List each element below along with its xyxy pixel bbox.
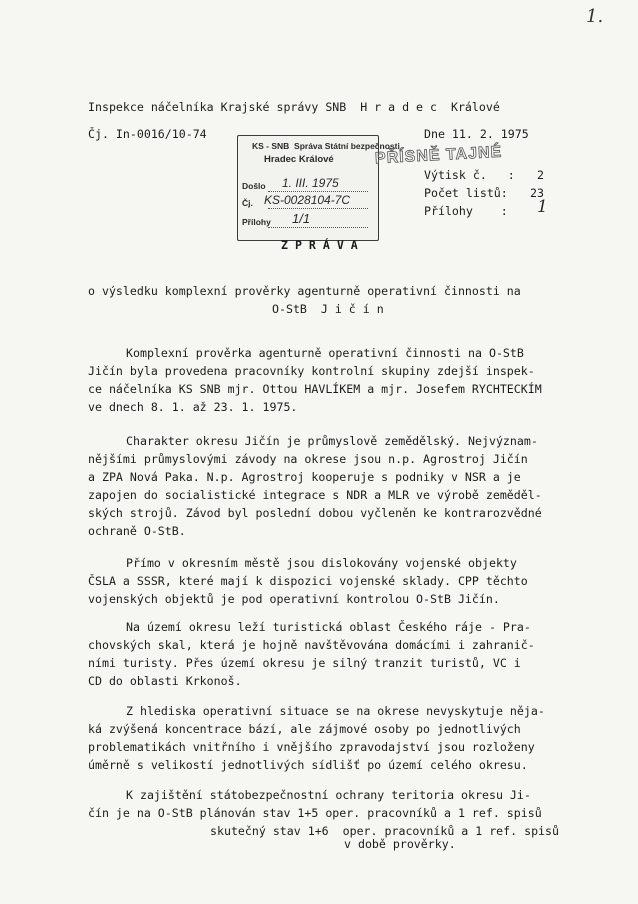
stamp-received-label: Došlo — [242, 181, 266, 191]
paragraph-4-line: Na území okresu leží turistická oblast Českého ráje - Pra- — [126, 620, 531, 634]
stamp-attachments-label: Přílohy — [242, 217, 271, 227]
copy-number-label: Výtisk č. : — [424, 168, 515, 182]
stamp-ref-label: Čj. — [242, 198, 253, 208]
paragraph-5-line: ká zvýšená koncentrace bází, ale zájmové osoby po jednotlivých — [88, 722, 521, 736]
classification-stamp: PŘÍSNĚ TAJNÉ — [374, 143, 503, 168]
paragraph-4-line: ními turisty. Přes území okresu je silný tranzit turistů, VC i — [88, 656, 521, 670]
paragraph-2-line: Charakter okresu Jičín je průmyslově zemědělský. Nejvýznam- — [126, 434, 538, 448]
paragraph-1-line: Komplexní prověrka agenturně operativní činnosti na O-StB — [126, 346, 524, 360]
closing-line-1: skutečný stav 1+6 oper. pracovníků a 1 ref. spisů — [210, 824, 560, 838]
paragraph-1-line: Jičín byla provedena pracovníky kontrolní skupiny zdejší inspek- — [88, 364, 535, 378]
paragraph-5-line: Z hlediska operativní situace se na okrese nevyskytuje něja- — [126, 704, 545, 718]
paragraph-6-line: K zajištění státobezpečnostní ochrany teritoria okresu Ji- — [126, 788, 531, 802]
stamp-ref-value: KS-0028104-7C — [264, 193, 351, 207]
report-title: Z P R Á V A — [281, 238, 358, 252]
subject-line-1: o výsledku komplexní prověrky agenturně operativní činnosti na — [88, 284, 521, 298]
paragraph-1-line: ve dnech 8. 1. až 23. 1. 1975. — [88, 400, 298, 414]
stamp-attachments-value: 1/1 — [292, 211, 311, 226]
paragraph-5-line: úměrně s velikostí jednotlivých sídlišť po území celého okresu. — [88, 758, 528, 772]
stamp-office-line: KS - SNB Správa Státní bezpečnosti — [252, 141, 400, 151]
subject-line-2: O-StB J i č í n — [272, 302, 384, 316]
stamp-received-date: 1. III. 1975 — [282, 176, 339, 190]
page-number: 1. — [586, 6, 604, 27]
paragraph-2-line: a ZPA Nová Paka. N.p. Agrostroj kooperuje s podniky v NSR a je — [88, 470, 521, 484]
paragraph-2-line: ských strojů. Závod byl poslední dobou vyčleněn ke kontrarozvědné — [88, 506, 542, 520]
attachments-value: 1 — [537, 197, 548, 217]
paragraph-4-line: CD do oblasti Krkonoš. — [88, 674, 242, 688]
paragraph-5-line: problematikách vnitřního i vnějšího zpravodajství jsou rozloženy — [88, 740, 535, 754]
closing-line-2: v době prověrky. — [344, 837, 456, 851]
issuer-line: Inspekce náčelníka Krajské správy SNB H r a d e c Králové — [88, 100, 500, 114]
paragraph-1-line: ce náčelníka KS SNB mjr. Ottou HAVLÍKEM a mjr. Josefem RYCHTECKÍM — [88, 382, 542, 396]
paragraph-3-line: Přímo v okresním městě jsou dislokovány vojenské objekty — [126, 556, 517, 570]
paragraph-2-line: nějšími průmyslovými závody na okrese jsou n.p. Agrostroj Jičín — [88, 452, 528, 466]
document-date: Dne 11. 2. 1975 — [424, 127, 529, 141]
page-count-value: 23 — [530, 186, 544, 200]
copy-number-value: 2 — [537, 168, 544, 182]
paragraph-6-line: čín je na O-StB plánován stav 1+5 oper. pracovníků a 1 ref. spisů — [88, 806, 542, 820]
stamp-city-line: Hradec Králové — [264, 154, 334, 165]
paragraph-4-line: chovských skal, která je hojně navštěvována domácími i zahranič- — [88, 638, 535, 652]
paragraph-3-line: ČSLA a SSSR, které mají k dispozici vojenské sklady. CPP těchto — [88, 574, 528, 588]
reference-number: Čj. In-0016/10-74 — [88, 127, 207, 141]
paragraph-2-line: zapojen do socialistické integrace s NDR a MLR ve výrobě zeměděl- — [88, 488, 542, 502]
paragraph-3-line: vojenských objektů je pod operativní kontrolou O-StB Jičín. — [88, 592, 500, 606]
page-count-label: Počet listů: — [424, 186, 508, 200]
attachments-label: Přílohy : — [424, 204, 508, 218]
registry-stamp — [237, 135, 400, 241]
paragraph-2-line: ochraně O-StB. — [88, 524, 186, 538]
